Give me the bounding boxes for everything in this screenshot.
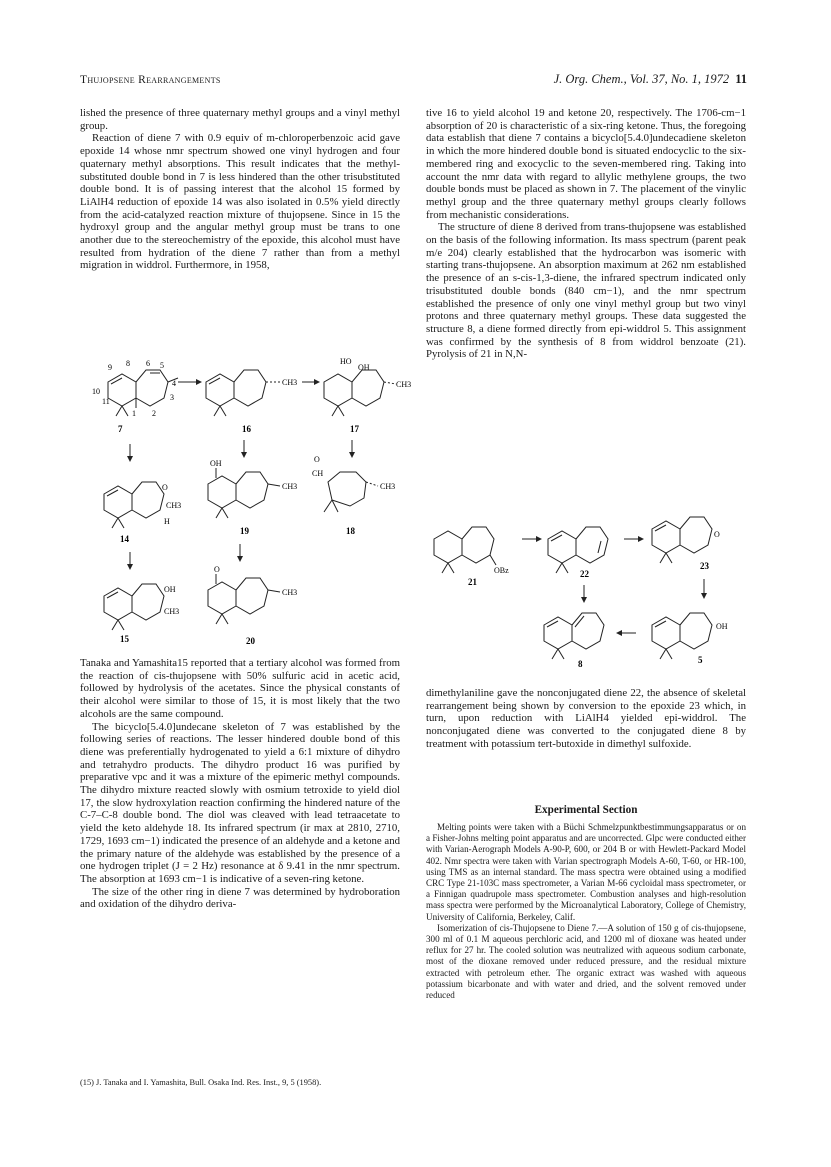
methyl-group: CH3 — [282, 482, 298, 491]
atom-number: 10 — [92, 387, 100, 396]
structure-20 — [208, 565, 297, 624]
structure-5 — [652, 613, 728, 659]
atom-number: 5 — [160, 361, 164, 370]
compound-label-20: 20 — [246, 636, 255, 646]
ketone-oxygen: O — [214, 565, 220, 574]
paragraph: Melting points were taken with a Büchi Schmelzpunktbestimmungsapparatus or on a Fisher-Johns melting point apparatus and are uncorrected. Glpc were conducted either with Varian-Aerograph Models A-90-P, 600, or 204 B or with Hewlett-Packard Model 402. Nmr spectra were taken with Varian spectrograph Models A-60, T-60, or HR-100, using TMS as an internal standard. The mass spectra were obtained using a modified CRC Type 21-103C mass spectrometer, a Varian M-66 cycloidal mass spectrometer, or a Finnigan quadrupole mass spectrometer. Combustion analyses and high-resolution mass spectra were performed by the Microanalytical Laboratory, College of Chemistry, University of California, Berkeley, Calif. — [426, 822, 746, 922]
atom-number: 8 — [126, 359, 130, 368]
hydroxy-label: OH — [358, 363, 370, 372]
atom-number: 6 — [146, 359, 150, 368]
methyl-group: CH3 — [380, 482, 396, 491]
hydroxy-label: OH — [716, 622, 728, 631]
compound-label-16: 16 — [242, 424, 251, 434]
experimental-section — [426, 822, 746, 1001]
compound-label-23: 23 — [700, 561, 709, 571]
compound-label-22: 22 — [580, 569, 589, 579]
paragraph: Isomerization of cis-Thujopsene to Diene 7.—A solution of 150 g of cis-thujopsene, 300 ml of 0.1 M aqueous perchloric acid, and 1200 ml of dioxane was heated under reflux for 27 hr. The cooled solution was neutralized with aqueous sodium carbonate, most of the dioxane removed under reduced pressure, and the residual mixture extracted with petroleum ether. The organic extract was washed with aqueous potassium bicarbonate and with water and dried, and the solvent removed under reduced — [426, 922, 746, 1001]
journal-name: J. Org. Chem., Vol. 37, No. 1, 1972 — [553, 72, 730, 86]
paragraph: lished the presence of three quaternary methyl groups and a vinyl methyl group. — [80, 107, 400, 132]
compound-label-18: 18 — [346, 526, 355, 536]
structure-22 — [548, 527, 608, 573]
compound-label-21: 21 — [468, 577, 477, 587]
compound-label-19: 19 — [240, 526, 249, 536]
left-column-middle — [80, 657, 400, 911]
epoxide-oxygen: O — [714, 530, 720, 539]
reaction-scheme-1 — [78, 352, 412, 652]
structure-14 — [104, 482, 181, 528]
page-number: 11 — [735, 72, 747, 86]
atom-number: 1 — [132, 409, 136, 418]
structure-16 — [206, 370, 297, 416]
journal-citation — [554, 72, 747, 87]
structure-21 — [434, 527, 509, 575]
hydroxy-label: OH — [210, 459, 222, 468]
atom-number: 2 — [152, 409, 156, 418]
epoxide-oxygen: O — [162, 483, 168, 492]
compound-label-15: 15 — [120, 634, 129, 644]
compound-label-5: 5 — [698, 655, 703, 665]
footnote: (15) J. Tanaka and I. Yamashita, Bull. Osaka Ind. Res. Inst., 9, 5 (1958). — [80, 1078, 322, 1087]
structure-7 — [92, 359, 178, 418]
left-column-top — [80, 107, 400, 272]
benzoate-group: OBz — [494, 566, 509, 575]
methyl-group: CH3 — [282, 588, 298, 597]
structure-19 — [208, 459, 297, 518]
structure-8 — [544, 613, 604, 659]
reaction-scheme-2 — [424, 497, 754, 677]
paragraph: dimethylaniline gave the nonconjugated diene 22, the absence of skeletal rearrangement being shown by conversion to the epoxide 23 which, in turn, upon reduction with LiAlH4 yielded epi-widdrol. The nonconjugated diene was converted to the conjugated diene 8 by treatment with potassium tert-butoxide in dimethyl sulfoxide. — [426, 687, 746, 750]
atom-number: 4 — [172, 379, 176, 388]
compound-label-8: 8 — [578, 659, 583, 669]
paragraph: Tanaka and Yamashita15 reported that a tertiary alcohol was formed from the reaction of cis-thujopsene with 50% sulfuric acid in acetic acid, followed by hydrolysis of the acetates. Since the physical constants of their alcohol were similar to those of 15, it is most likely that the two alcohols are the same compound. — [80, 657, 400, 720]
paragraph: Reaction of diene 7 with 0.9 equiv of m-chloroperbenzoic acid gave epoxide 14 whose nmr spectrum showed one vinyl hydrogen and four quaternary methyl absorptions. This result indicates that the methyl-substituted double bond in 7 is less hindered than the other trisubstituted double bond. It is of passing interest that the alcohol 15 formed by LiAlH4 reduction of epoxide 14 was also isolated in 0.5% yield directly from the acid-catalyzed reaction mixture of thujopsene. Since in 15 the hydroxyl group and the angular methyl group must be trans to one another due to the stereochemistry of the epoxide, this alcohol must have resulted from hydration of the diene 7 rather than from a methyl migration in widdrol. Furthermore, in 1958, — [80, 132, 400, 272]
structure-15 — [104, 584, 179, 630]
right-column-top — [426, 107, 746, 361]
methyl-group: CH3 — [282, 378, 298, 387]
right-column-middle — [426, 687, 746, 751]
methyl-group: CH3 — [396, 380, 412, 389]
hydrogen-label: H — [164, 517, 170, 526]
atom-number: 11 — [102, 397, 110, 406]
structure-17 — [324, 357, 411, 416]
methyl-group: CH3 — [164, 607, 180, 616]
paragraph: The structure of diene 8 derived from trans-thujopsene was established on the basis of the following information. Its mass spectrum (parent peak m/e 204) clearly established that the hydrocarbon was isomeric with starting trans-thujopsene. An absorption maximum at 262 nm established the presence of an s-cis-1,3-diene, the infrared spectrum indicated only trisubstituted double bonds (840 cm−1), and the nmr spectrum established the presence of only one vinyl methyl group but two vinyl protons and three quaternary methyl groups. These data suggested the structure 8, a diene formed directly from epi-widdrol 5. This assignment was confirmed by the synthesis of 8 from widdrol benzoate (21). Pyrolysis of 21 in N,N- — [426, 221, 746, 361]
structure-18 — [312, 455, 395, 512]
atom-number: 9 — [108, 363, 112, 372]
compound-label-7: 7 — [118, 424, 123, 434]
hydroxy-label: HO — [340, 357, 352, 366]
methyl-group: CH3 — [166, 501, 182, 510]
section-heading: Experimental Section — [534, 804, 638, 816]
running-title: Thujopsene Rearrangements — [80, 74, 221, 86]
paragraph: The size of the other ring in diene 7 was determined by hydroboration and oxidation of the dihydro deriva- — [80, 885, 400, 911]
structure-23 — [652, 517, 720, 563]
compound-label-14: 14 — [120, 534, 129, 544]
paragraph: tive 16 to yield alcohol 19 and ketone 20, respectively. The 1706-cm−1 absorption of 20 is characteristic of a six-ring ketone. Thus, the foregoing data establish that diene 7 contains a bicyclo[5.4.0]undecadiene skeleton in which the more hindered double bond is situated endocyclic to the six-membered ring and exocyclic to the seven-membered ring. Taking into account the nmr data with regard to allylic methylene groups, the two double bonds must be placed as shown in 7. The placement of the vinylic methyl group and the three quaternary methyl groups clearly follows from mechanistic considerations. — [426, 107, 746, 221]
atom-number: 3 — [170, 393, 174, 402]
hydroxy-label: OH — [164, 585, 176, 594]
compound-label-17: 17 — [350, 424, 359, 434]
paragraph: The bicyclo[5.4.0]undecane skeleton of 7 was established by the following series of reactions. The lesser hindered double bond of this diene was preferentially hydrogenated to yield a 6:1 mixture of dihydro and tetrahydro products. The dihydro product 16 was purified by preparative vpc and it was a mixture of the epimeric methyl compounds. The dihydro mixture reacted slowly with osmium tetroxide to yield diol 17, the slow hydroxylation reaction confirming the hindered nature of the C-7–C-8 double bond. The diol was cleaved with lead tetraacetate to yield the keto aldehyde 18. Its infrared spectrum (ir max at 2810, 2710, 1729, 1693 cm−1) indicated the presence of an aldehyde and a ketone and the primary nature of the aldehyde was established by the presence of a one hydrogen triplet (J = 2 Hz) resonance at δ 9.41 in the nmr spectrum. The absorption at 1693 cm−1 is indicative of a seven-ring ketone. — [80, 720, 400, 885]
aldehyde-group: CH — [312, 469, 324, 478]
ketone-oxygen: O — [314, 455, 320, 464]
